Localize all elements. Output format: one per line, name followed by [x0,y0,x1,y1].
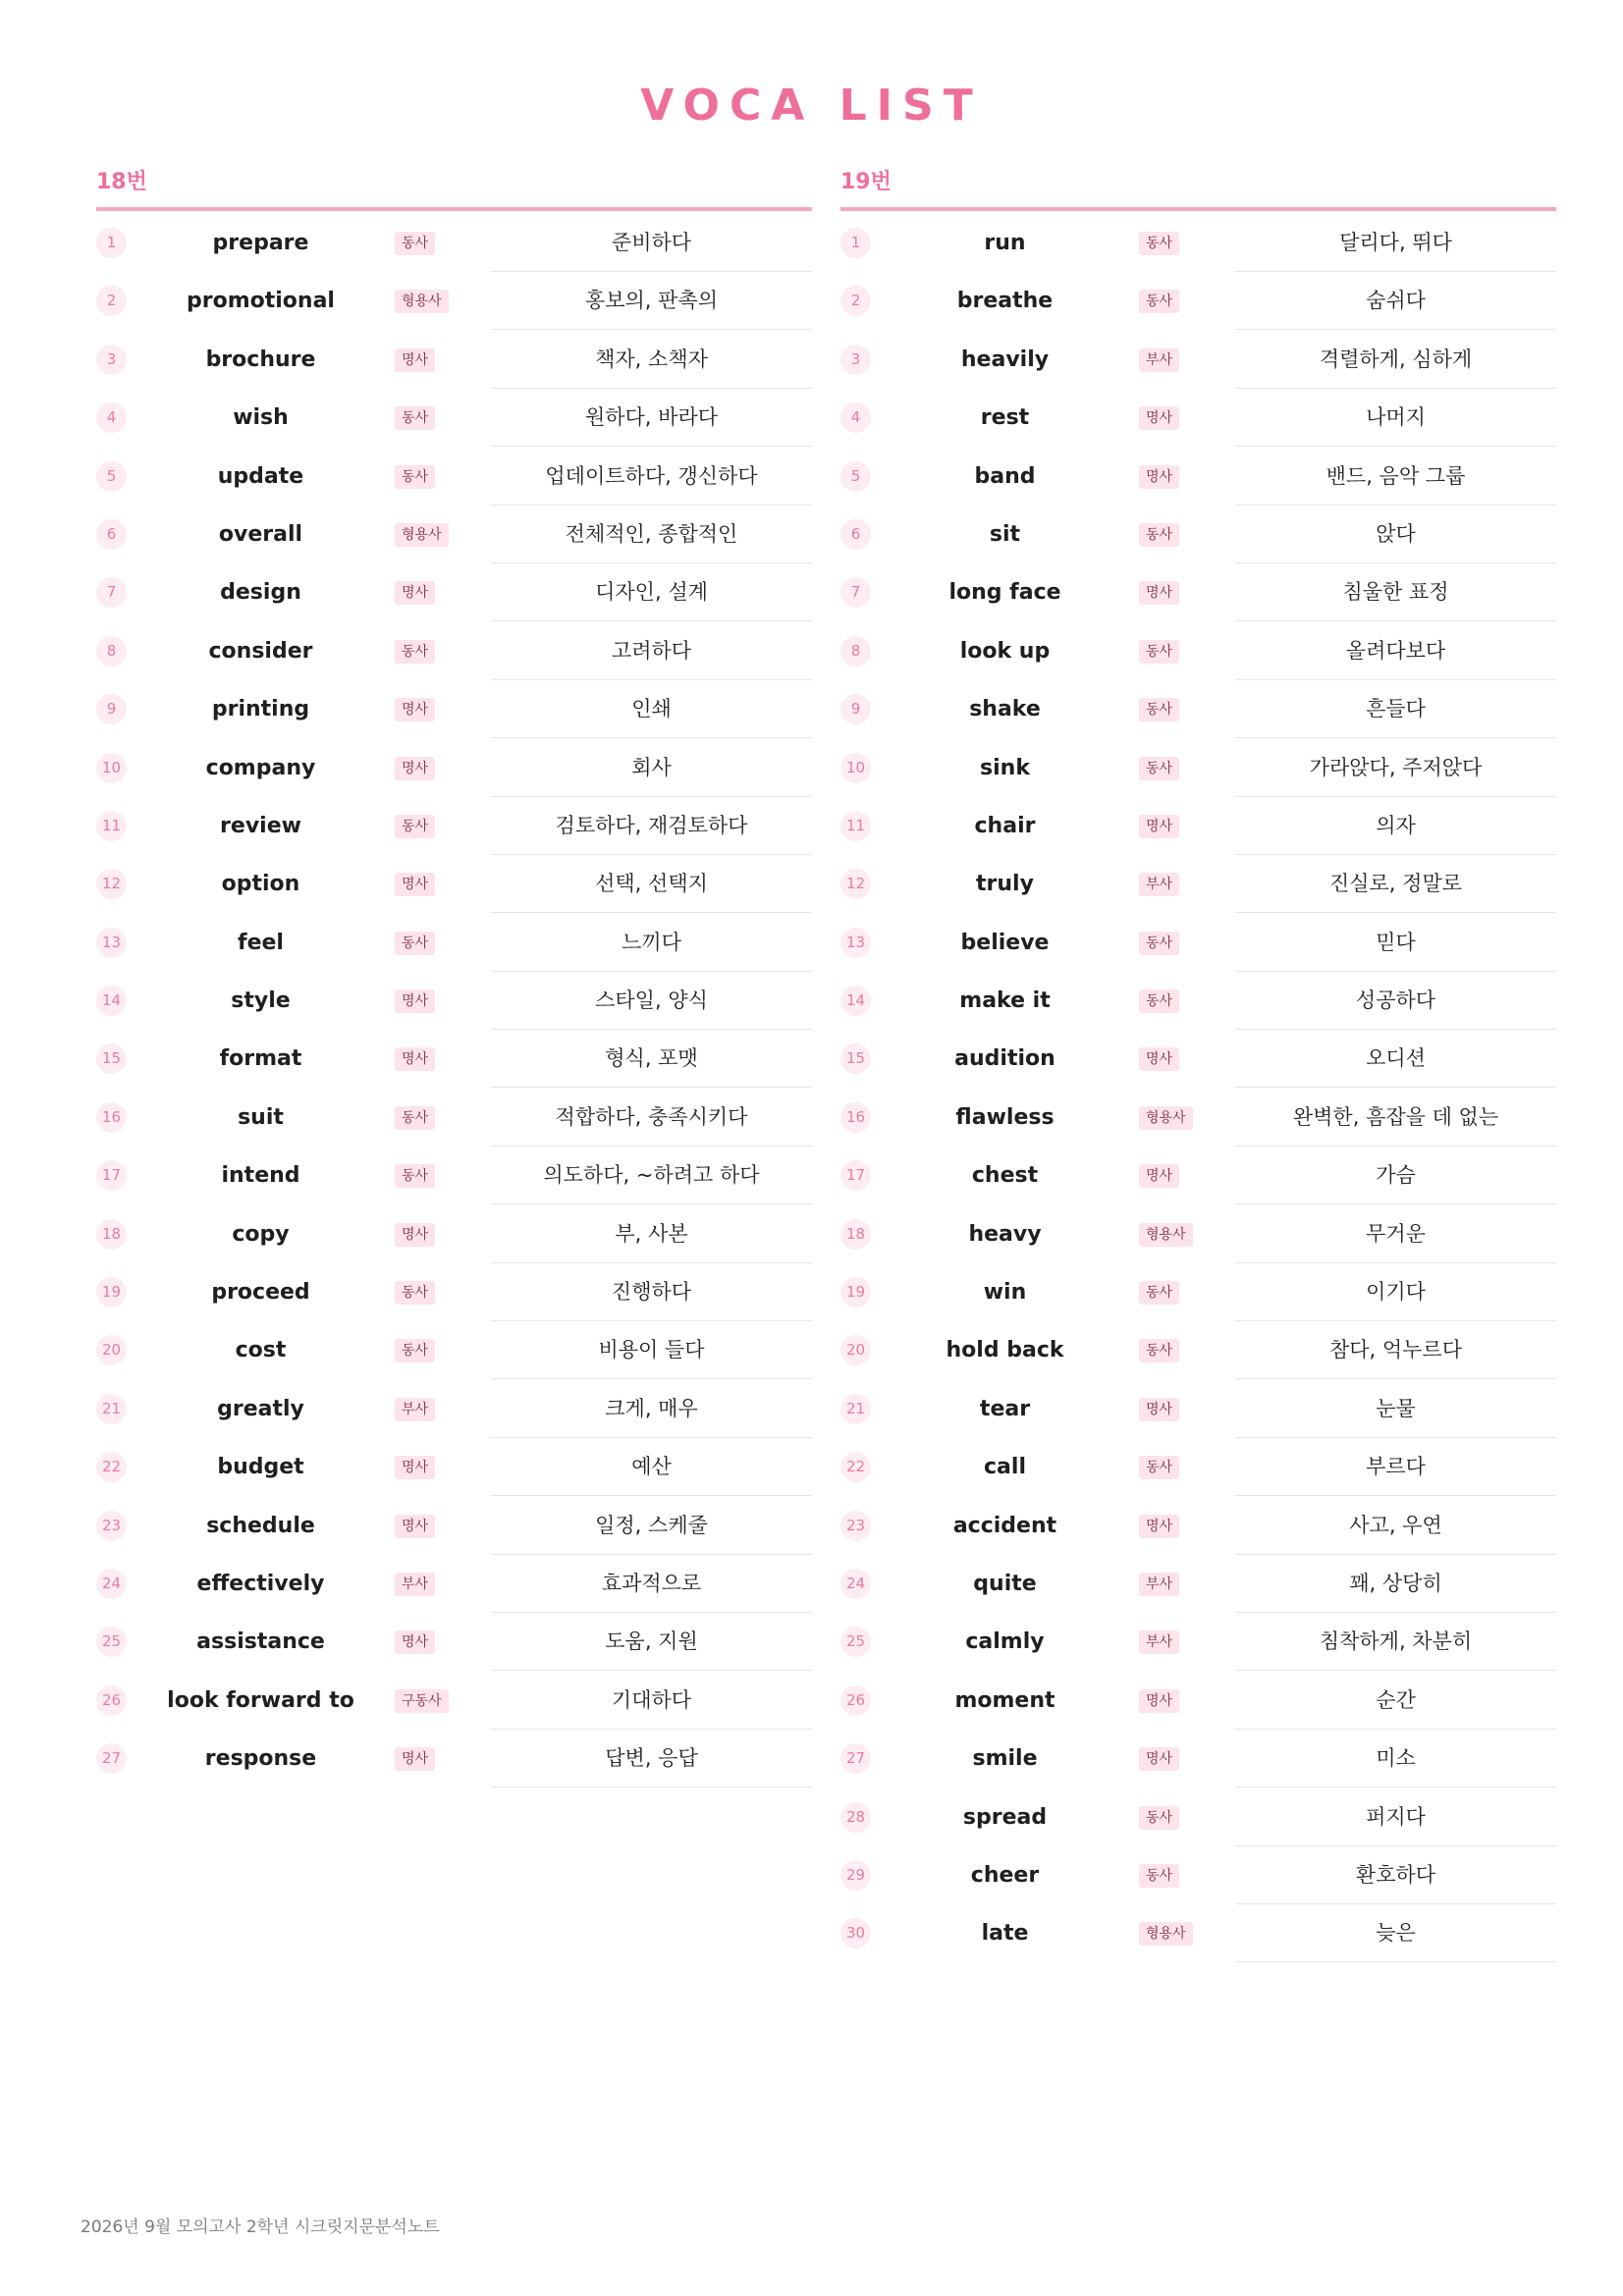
word-meaning: 숨쉬다 [1235,272,1556,330]
item-number: 23 [96,1511,127,1541]
part-of-speech-badge: 명사 [1139,1689,1179,1713]
vocab-word: format [219,1046,302,1072]
word-meaning: 준비하다 [491,214,812,272]
item-number: 16 [96,1102,127,1133]
vocab-row [96,1089,812,1147]
vocab-row [96,563,812,621]
item-number: 19 [96,1277,127,1308]
vocab-word: late [981,1921,1029,1947]
vocab-word: proceed [211,1280,310,1306]
vocab-row [840,739,1556,797]
vocab-word: copy [232,1221,290,1247]
vocab-word: smile [972,1746,1038,1772]
vocab-word: long face [948,580,1061,606]
part-of-speech-badge: 동사 [395,1339,435,1362]
word-meaning: 인쇄 [491,680,812,738]
word-meaning: 도움, 지원 [491,1613,812,1671]
word-meaning: 원하다, 바라다 [491,389,812,447]
item-number: 4 [96,402,127,433]
part-of-speech-badge: 명사 [395,1223,435,1247]
item-number: 2 [840,286,871,316]
vocab-row [840,1672,1556,1730]
item-number: 2 [96,286,127,316]
section-title: 18번 [96,170,147,194]
vocab-row [96,214,812,272]
item-number: 18 [96,1219,127,1250]
word-meaning: 침착하게, 차분히 [1235,1613,1556,1671]
item-number: 9 [96,694,127,724]
word-meaning: 미소 [1235,1730,1556,1788]
item-number: 20 [840,1335,871,1365]
part-of-speech-badge: 구동사 [395,1689,449,1713]
vocab-row [96,680,812,738]
word-meaning: 늦은 [1235,1904,1556,1962]
word-meaning: 홍보의, 판촉의 [491,272,812,330]
vocab-word: effectively [196,1571,325,1596]
item-number: 12 [96,869,127,899]
item-number: 7 [840,577,871,608]
vocab-word: breathe [956,289,1054,314]
word-meaning: 크게, 매우 [491,1380,812,1438]
part-of-speech-badge: 동사 [395,640,435,664]
part-of-speech-badge: 명사 [395,989,435,1013]
word-meaning: 책자, 소책자 [491,331,812,389]
item-number: 11 [96,811,127,841]
vocab-row [96,1497,812,1555]
item-number: 14 [96,986,127,1016]
word-meaning: 이기다 [1235,1263,1556,1321]
vocab-word: cost [235,1338,287,1363]
part-of-speech-badge: 동사 [395,465,435,489]
word-meaning: 예산 [491,1438,812,1496]
word-meaning: 적합하다, 충족시키다 [491,1089,812,1147]
part-of-speech-badge: 명사 [1139,815,1179,838]
item-number: 7 [96,577,127,608]
vocab-row [96,506,812,563]
vocab-row [96,1205,812,1263]
vocab-row [840,1089,1556,1147]
part-of-speech-badge: 동사 [395,932,435,955]
part-of-speech-badge: 동사 [1139,290,1179,313]
word-meaning: 환호하다 [1235,1846,1556,1904]
item-number: 8 [96,636,127,667]
vocab-row [96,622,812,680]
part-of-speech-badge: 명사 [1139,406,1179,430]
item-number: 1 [96,228,127,258]
vocab-word: sink [980,755,1030,780]
vocab-row [96,1380,812,1438]
item-number: 20 [96,1335,127,1365]
vocab-word: look forward to [167,1687,354,1713]
vocab-row [840,1380,1556,1438]
vocab-word: moment [954,1687,1055,1713]
item-number: 22 [96,1452,127,1482]
vocab-row [840,214,1556,272]
item-number: 6 [840,519,871,550]
word-meaning: 스타일, 양식 [491,972,812,1030]
vocab-word: assistance [196,1629,325,1655]
word-meaning: 가라앉다, 주저앉다 [1235,739,1556,797]
word-meaning: 참다, 억누르다 [1235,1321,1556,1379]
part-of-speech-badge: 부사 [395,1573,435,1596]
vocab-row [840,1613,1556,1671]
vocab-word: call [984,1455,1026,1480]
item-number: 18 [840,1219,871,1250]
vocab-row [840,1147,1556,1204]
vocab-row [840,506,1556,563]
part-of-speech-badge: 동사 [1139,523,1179,547]
vocab-row [96,1147,812,1204]
vocab-row [96,855,812,913]
item-number: 15 [96,1043,127,1074]
part-of-speech-badge: 동사 [395,1106,435,1130]
word-meaning: 순간 [1235,1672,1556,1730]
item-number: 22 [840,1452,871,1482]
vocab-row [840,1438,1556,1496]
part-of-speech-badge: 동사 [395,1164,435,1188]
vocab-word: response [204,1746,317,1772]
part-of-speech-badge: 형용사 [395,523,449,547]
vocab-word: win [983,1280,1027,1306]
part-of-speech-badge: 부사 [395,1398,435,1421]
item-number: 21 [840,1394,871,1424]
vocab-row [96,1321,812,1379]
word-meaning: 성공하다 [1235,972,1556,1030]
part-of-speech-badge: 동사 [1139,640,1179,664]
vocab-word: feel [238,930,284,955]
item-number: 28 [840,1802,871,1833]
part-of-speech-badge: 명사 [395,348,435,372]
word-meaning: 선택, 선택지 [491,855,812,913]
word-meaning: 일정, 스케줄 [491,1497,812,1555]
part-of-speech-badge: 명사 [395,1630,435,1654]
part-of-speech-badge: 형용사 [1139,1922,1193,1946]
word-meaning: 의자 [1235,797,1556,855]
word-meaning: 가슴 [1235,1147,1556,1204]
vocab-word: flawless [955,1104,1055,1130]
item-number: 21 [96,1394,127,1424]
word-meaning: 사고, 우연 [1235,1497,1556,1555]
part-of-speech-badge: 동사 [1139,698,1179,721]
item-number: 9 [840,694,871,724]
part-of-speech-badge: 부사 [1139,1573,1179,1596]
vocab-row [840,1730,1556,1788]
vocab-word: band [974,463,1036,489]
vocab-row [96,1263,812,1321]
item-number: 13 [96,928,127,958]
vocab-row [840,448,1556,506]
vocab-row [96,914,812,972]
vocab-word: quite [973,1571,1037,1596]
word-meaning: 업데이트하다, 갱신하다 [491,448,812,506]
vocab-word: heavily [960,347,1050,372]
item-number: 12 [840,869,871,899]
vocab-row [96,1438,812,1496]
vocab-row [96,1613,812,1671]
word-meaning: 형식, 포맷 [491,1030,812,1088]
vocab-row [96,739,812,797]
section-18 [96,165,812,1789]
vocab-word: greatly [217,1396,304,1421]
item-number: 14 [840,986,871,1016]
vocab-word: look up [959,638,1051,664]
section-divider [840,207,1556,211]
item-number: 27 [840,1743,871,1774]
item-number: 3 [840,345,871,375]
vocab-word: option [221,872,300,897]
word-meaning: 부, 사본 [491,1205,812,1263]
word-meaning: 의도하다, ~하려고 하다 [491,1147,812,1204]
vocab-word: chest [971,1163,1039,1189]
vocab-word: style [231,988,291,1014]
part-of-speech-badge: 동사 [1139,1281,1179,1305]
vocab-row [96,1730,812,1788]
part-of-speech-badge: 명사 [395,1456,435,1479]
word-meaning: 올려다보다 [1235,622,1556,680]
vocab-row [96,1030,812,1088]
part-of-speech-badge: 동사 [395,1281,435,1305]
part-of-speech-badge: 명사 [1139,1515,1179,1538]
vocab-word: consider [208,638,313,664]
part-of-speech-badge: 동사 [1139,932,1179,955]
part-of-speech-badge: 형용사 [395,290,449,313]
part-of-speech-badge: 명사 [1139,581,1179,605]
vocab-word: calmly [965,1629,1045,1655]
item-number: 5 [96,461,127,492]
part-of-speech-badge: 동사 [1139,1806,1179,1830]
vocab-word: brochure [205,347,316,372]
vocab-word: make it [959,988,1051,1014]
vocab-word: shake [969,697,1041,722]
part-of-speech-badge: 명사 [395,757,435,780]
word-meaning: 믿다 [1235,914,1556,972]
item-number: 6 [96,519,127,550]
vocab-row [840,389,1556,447]
vocab-word: overall [218,521,303,547]
item-number: 13 [840,928,871,958]
vocab-row [840,680,1556,738]
item-number: 30 [840,1918,871,1949]
word-meaning: 고려하다 [491,622,812,680]
vocab-list [840,214,1556,1963]
word-meaning: 효과적으로 [491,1555,812,1613]
vocab-word: cheer [970,1862,1040,1888]
item-number: 4 [840,402,871,433]
vocab-row [840,563,1556,621]
item-number: 3 [96,345,127,375]
item-number: 23 [840,1511,871,1541]
vocab-row [840,1555,1556,1613]
part-of-speech-badge: 동사 [395,815,435,838]
vocab-word: design [220,580,301,606]
vocab-word: suit [238,1104,284,1130]
word-meaning: 디자인, 설계 [491,563,812,621]
part-of-speech-badge: 동사 [1139,1339,1179,1362]
vocab-word: prepare [212,231,309,255]
vocab-word: tear [979,1396,1031,1421]
word-meaning: 느끼다 [491,914,812,972]
word-meaning: 달리다, 뛰다 [1235,214,1556,272]
vocab-row [96,272,812,330]
vocab-word: intend [221,1163,300,1189]
section-title: 19번 [840,170,892,194]
item-number: 24 [840,1569,871,1599]
vocab-row [96,448,812,506]
part-of-speech-badge: 명사 [1139,1164,1179,1188]
vocab-row [96,389,812,447]
word-meaning: 부르다 [1235,1438,1556,1496]
part-of-speech-badge: 동사 [1139,757,1179,780]
vocab-word: chair [974,813,1036,838]
word-meaning: 비용이 들다 [491,1321,812,1379]
page-footer: 2026년 9월 모의고사 2학년 시크릿지문분석노트 [81,2217,440,2237]
vocab-row [840,1205,1556,1263]
word-meaning: 답변, 응답 [491,1730,812,1788]
word-meaning: 흔들다 [1235,680,1556,738]
vocab-word: company [205,755,316,780]
vocab-word: sit [989,521,1021,547]
vocab-word: schedule [206,1513,315,1538]
vocab-word: run [984,231,1026,255]
item-number: 10 [96,753,127,783]
word-meaning: 완벽한, 흠잡을 데 없는 [1235,1089,1556,1147]
part-of-speech-badge: 동사 [1139,232,1179,255]
word-meaning: 진행하다 [491,1263,812,1321]
word-meaning: 진실로, 정말로 [1235,855,1556,913]
item-number: 25 [840,1627,871,1657]
item-number: 10 [840,753,871,783]
vocab-row [96,797,812,855]
vocab-word: update [217,463,304,489]
item-number: 19 [840,1277,871,1308]
item-number: 29 [840,1860,871,1891]
vocab-word: truly [976,872,1034,897]
word-meaning: 퍼지다 [1235,1789,1556,1846]
vocab-row [840,914,1556,972]
part-of-speech-badge: 동사 [395,406,435,430]
vocab-row [840,1321,1556,1379]
vocab-row [96,972,812,1030]
vocab-word: accident [952,1513,1057,1538]
word-meaning: 검토하다, 재검토하다 [491,797,812,855]
item-number: 15 [840,1043,871,1074]
word-meaning: 눈물 [1235,1380,1556,1438]
section-divider [96,207,812,211]
item-number: 17 [840,1160,871,1191]
part-of-speech-badge: 명사 [395,1747,435,1771]
item-number: 26 [96,1685,127,1716]
vocab-word: believe [960,930,1050,955]
part-of-speech-badge: 형용사 [1139,1106,1193,1130]
page-title: VOCA LIST [640,80,983,131]
item-number: 1 [840,228,871,258]
part-of-speech-badge: 명사 [1139,465,1179,489]
vocab-row [840,1789,1556,1846]
word-meaning: 기대하다 [491,1672,812,1730]
vocab-row [840,797,1556,855]
item-number: 11 [840,811,871,841]
item-number: 17 [96,1160,127,1191]
item-number: 24 [96,1569,127,1599]
part-of-speech-badge: 명사 [395,698,435,721]
vocab-row [96,1672,812,1730]
item-number: 8 [840,636,871,667]
part-of-speech-badge: 명사 [1139,1398,1179,1421]
word-meaning: 전체적인, 종합적인 [491,506,812,563]
word-meaning: 나머지 [1235,389,1556,447]
vocab-row [96,331,812,389]
vocab-word: rest [980,405,1030,431]
vocab-row [840,272,1556,330]
word-meaning: 오디션 [1235,1030,1556,1088]
word-meaning: 무거운 [1235,1205,1556,1263]
vocab-list [96,214,812,1789]
part-of-speech-badge: 부사 [1139,348,1179,372]
item-number: 5 [840,461,871,492]
part-of-speech-badge: 명사 [395,1515,435,1538]
vocab-row [96,1555,812,1613]
part-of-speech-badge: 명사 [1139,1747,1179,1771]
item-number: 27 [96,1743,127,1774]
part-of-speech-badge: 부사 [1139,873,1179,896]
item-number: 26 [840,1685,871,1716]
vocab-word: audition [954,1046,1055,1072]
part-of-speech-badge: 동사 [1139,1864,1179,1888]
item-number: 16 [840,1102,871,1133]
vocab-word: heavy [968,1221,1042,1247]
item-number: 25 [96,1627,127,1657]
part-of-speech-badge: 명사 [395,873,435,896]
vocab-word: wish [233,405,289,431]
vocab-row [840,622,1556,680]
part-of-speech-badge: 동사 [1139,1456,1179,1479]
vocab-word: spread [962,1804,1048,1830]
part-of-speech-badge: 명사 [395,1047,435,1071]
vocab-row [840,1846,1556,1904]
vocab-row [840,1030,1556,1088]
vocab-row [840,972,1556,1030]
part-of-speech-badge: 명사 [395,581,435,605]
part-of-speech-badge: 명사 [1139,1047,1179,1071]
section-19 [840,165,1556,1963]
vocab-row [840,855,1556,913]
word-meaning: 꽤, 상당히 [1235,1555,1556,1613]
word-meaning: 격렬하게, 심하게 [1235,331,1556,389]
vocab-word: promotional [187,289,335,314]
vocab-row [840,331,1556,389]
word-meaning: 침울한 표정 [1235,563,1556,621]
vocab-row [840,1904,1556,1962]
vocab-word: hold back [946,1338,1064,1363]
part-of-speech-badge: 동사 [1139,989,1179,1013]
vocab-word: printing [211,697,310,722]
part-of-speech-badge: 동사 [395,232,435,255]
word-meaning: 밴드, 음악 그룹 [1235,448,1556,506]
vocab-row [840,1497,1556,1555]
word-meaning: 회사 [491,739,812,797]
vocab-word: budget [217,1455,304,1480]
vocab-word: review [220,813,301,838]
word-meaning: 앉다 [1235,506,1556,563]
part-of-speech-badge: 형용사 [1139,1223,1193,1247]
part-of-speech-badge: 부사 [1139,1630,1179,1654]
vocab-row [840,1263,1556,1321]
